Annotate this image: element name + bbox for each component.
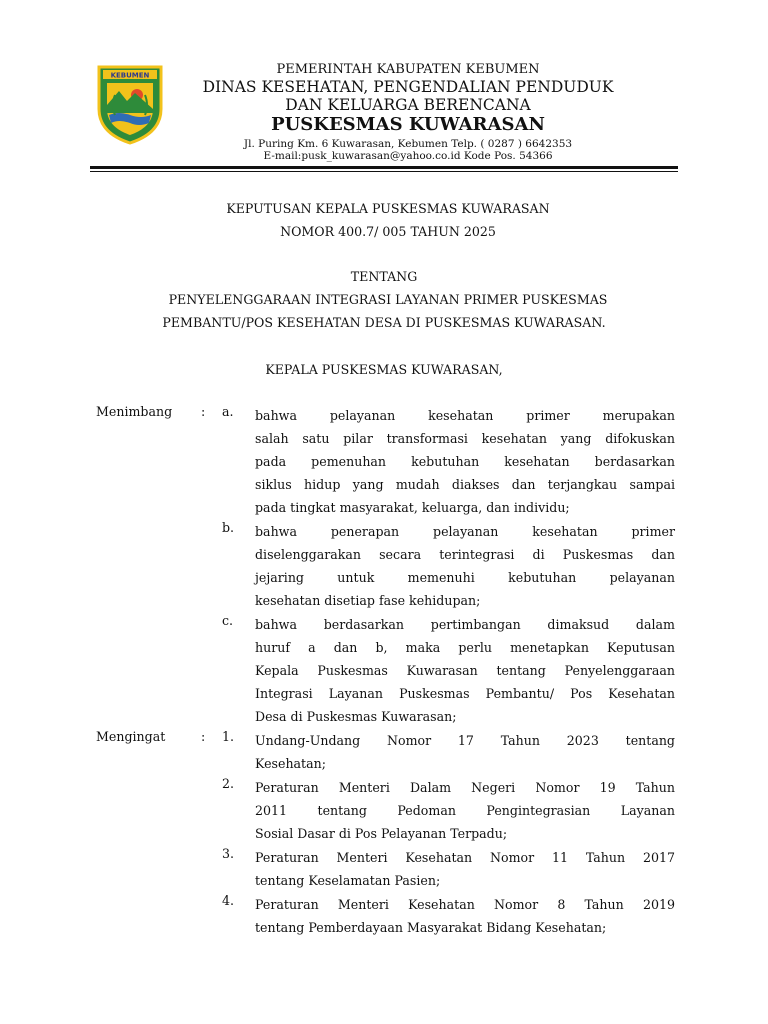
mengingat-label: Mengingat	[96, 729, 166, 744]
text-line: pada pemenuhan kebutuhan kesehatan berdasarkan	[255, 454, 675, 469]
letterhead-agency-cont: DAN KELUARGA BERENCANA	[285, 96, 531, 114]
kebumen-emblem-icon	[97, 65, 163, 145]
text-line: siklus hidup yang mudah diakses dan terjangkau sampai	[255, 477, 675, 492]
text-line: jejaring untuk memenuhi kebutuhan pelayanan	[255, 570, 675, 585]
letterhead-rule	[90, 166, 678, 169]
menimbang-item-text	[255, 613, 675, 728]
svg-text:KEBUMEN: KEBUMEN	[110, 71, 150, 80]
letterhead-address: Jl. Puring Km. 6 Kuwarasan, Kebumen Telp. ( 0287 ) 6642353	[243, 138, 573, 150]
text-line: salah satu pilar transformasi kesehatan yang difokuskan	[255, 431, 675, 446]
text-line: Kesehatan;	[255, 756, 326, 771]
mengingat-item-marker: 3.	[222, 846, 235, 861]
letterhead-government: PEMERINTAH KABUPATEN KEBUMEN	[276, 62, 540, 77]
letterhead-contact: E-mail:pusk_kuwarasan@yahoo.co.id Kode Pos. 54366	[263, 150, 553, 162]
mengingat-colon: :	[201, 729, 206, 744]
decree-number: NOMOR 400.7/ 005 TAHUN 2025	[280, 224, 496, 239]
text-line: Peraturan Menteri Kesehatan Nomor 11 Tahun 2017	[255, 850, 675, 865]
decree-subject-line1: PENYELENGGARAAN INTEGRASI LAYANAN PRIMER PUSKESMAS	[168, 292, 608, 307]
text-line: bahwa pelayanan kesehatan primer merupakan	[255, 408, 675, 423]
text-line: tentang Keselamatan Pasien;	[255, 873, 441, 888]
text-line: Kepala Puskesmas Kuwarasan tentang Penyelenggaraan	[255, 663, 675, 678]
text-line: Undang-Undang Nomor 17 Tahun 2023 tentang	[255, 733, 675, 748]
menimbang-item-marker: a.	[222, 404, 234, 419]
mengingat-item-text	[255, 893, 675, 939]
text-line: pada tingkat masyarakat, keluarga, dan individu;	[255, 500, 570, 515]
text-line: diselenggarakan secara terintegrasi di Puskesmas dan	[255, 547, 675, 562]
text-line: bahwa penerapan pelayanan kesehatan primer	[255, 524, 675, 539]
decree-title: KEPUTUSAN KEPALA PUSKESMAS KUWARASAN	[226, 201, 550, 216]
mengingat-item-text	[255, 729, 675, 775]
text-line: 2011 tentang Pedoman Pengintegrasian Layanan	[255, 803, 675, 818]
text-line: Peraturan Menteri Kesehatan Nomor 8 Tahun 2019	[255, 897, 675, 912]
menimbang-item-marker: b.	[222, 520, 235, 535]
menimbang-colon: :	[201, 404, 206, 419]
letterhead-rule-thin	[90, 171, 678, 172]
text-line: huruf a dan b, maka perlu menetapkan Keputusan	[255, 640, 675, 655]
text-line: bahwa berdasarkan pertimbangan dimaksud dalam	[255, 617, 675, 632]
letterhead-institution: PUSKESMAS KUWARASAN	[271, 114, 545, 135]
mengingat-item-marker: 1.	[222, 729, 235, 744]
decree-authority: KEPALA PUSKESMAS KUWARASAN,	[265, 362, 503, 377]
mengingat-item-text	[255, 776, 675, 845]
menimbang-item-text	[255, 404, 675, 519]
menimbang-label: Menimbang	[96, 404, 173, 419]
decree-subject-line2: PEMBANTU/POS KESEHATAN DESA DI PUSKESMAS KUWARASAN.	[162, 315, 606, 330]
text-line: kesehatan disetiap fase kehidupan;	[255, 593, 481, 608]
menimbang-item-marker: c.	[222, 613, 234, 628]
text-line: Sosial Dasar di Pos Pelayanan Terpadu;	[255, 826, 508, 841]
mengingat-item-marker: 2.	[222, 776, 235, 791]
letterhead	[0, 0, 768, 180]
text-line: Integrasi Layanan Puskesmas Pembantu/ Pos Kesehatan	[255, 686, 675, 701]
decree-about: TENTANG	[350, 269, 418, 284]
text-line: Desa di Puskesmas Kuwarasan;	[255, 709, 457, 724]
text-line: Peraturan Menteri Dalam Negeri Nomor 19 Tahun	[255, 780, 675, 795]
mengingat-item-text	[255, 846, 675, 892]
text-line: tentang Pemberdayaan Masyarakat Bidang Kesehatan;	[255, 920, 607, 935]
menimbang-item-text	[255, 520, 675, 612]
mengingat-item-marker: 4.	[222, 893, 235, 908]
letterhead-agency: DINAS KESEHATAN, PENGENDALIAN PENDUDUK	[202, 78, 614, 96]
